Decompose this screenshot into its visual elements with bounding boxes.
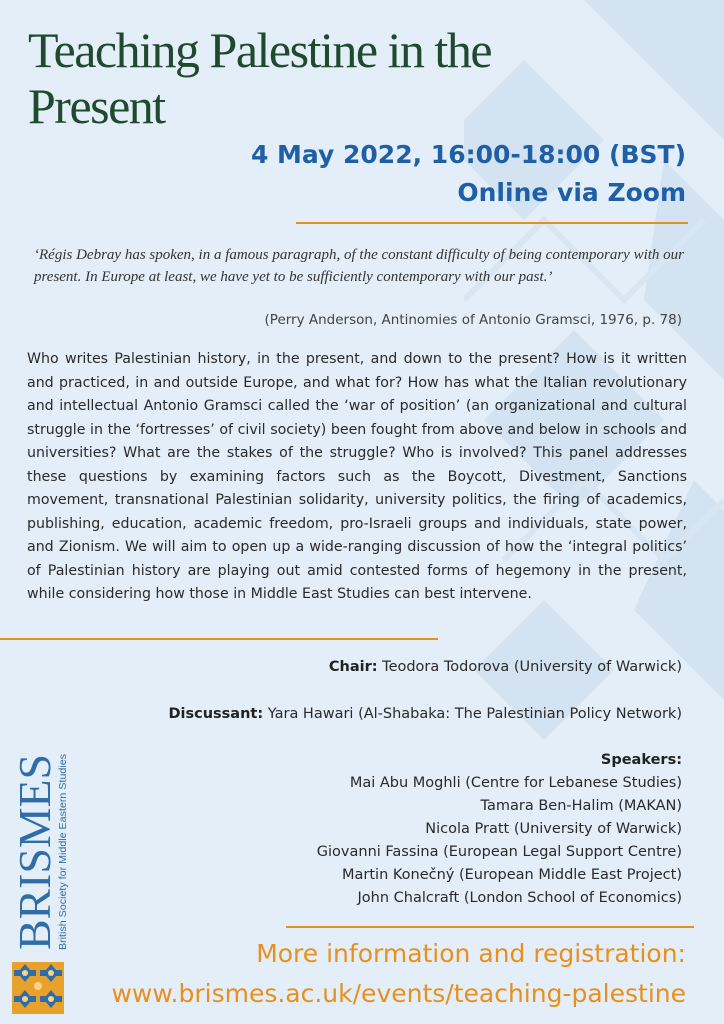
epigraph-quote: ‘Régis Debray has spoken, in a famous paragraph, of the constant difficulty of being contemporary with our present. In Europe at least, we have yet to be sufficiently contemporary with our past.’ [34,247,684,285]
brismes-logo-subtitle-text: British Society for Middle Eastern Studies [57,757,69,950]
discussant-name: Yara Hawari (Al-Shabaka: The Palestinian Policy Network) [267,706,682,722]
event-location: Online via Zoom [457,178,686,207]
speaker-item: Martin Konečný (European Middle East Project) [342,867,682,883]
speakers-label: Speakers: [600,752,682,768]
speaker-item: Giovanni Fassina (European Legal Support Centre) [316,844,682,860]
speaker-item: Nicola Pratt (University of Warwick) [425,821,682,837]
chair-name: Teodora Todorova (University of Warwick) [382,659,682,675]
discussant-label: Discussant: [168,706,264,722]
speakers-section [317,749,682,910]
epigraph-citation: (Perry Anderson, Antinomies of Antonio Gramsci, 1976, p. 78) [264,312,682,328]
brismes-logo-name: BRISMES [9,753,60,950]
chair-line [329,656,682,679]
event-title: Teaching Palestine in the Present [28,22,492,134]
more-info-label: More information and registration: [256,939,686,968]
event-description: Who writes Palestinian history, in the present, and down to the present? How is it written and practiced, in and outside Europe, and what for? How has what the Italian revolutionary and intellectual Antonio Gramsci called the ‘war of position’ (an organizational and cultural struggle in the ‘fortresses’ of civil society) been fought from above and below in schools and universities? What are the stakes of the struggle? Who is involved? This panel addresses these questions by examining factors such as the Boycott, Divestment, Sanctions movement, transnational Palestinian solidarity, university politics, the firing of academics, publishing, education, academic freedom, pro-Israeli groups and individuals, state power, and Zionism. We will aim to open up a wide-ranging discussion of how the ‘integral politics’ of Palestinian history are playing out amid contested forms of hegemony in the present, while considering how those in Middle East Studies can best intervene. [27,351,687,602]
event-date-time: 4 May 2022, 16:00-18:00 (BST) [250,140,686,169]
brismes-logo-subtitle [50,752,72,952]
divider-middle [0,638,438,640]
chair-label: Chair: [328,659,378,675]
speaker-item: John Chalcraft (London School of Economics) [357,890,682,906]
discussant-line [168,703,682,726]
speaker-item: Mai Abu Moghli (Centre for Lebanese Studies) [349,775,682,791]
speaker-item: Tamara Ben-Halim (MAKAN) [480,798,682,814]
registration-info [111,934,686,1014]
divider-bottom [286,926,694,928]
event-details [251,136,686,212]
divider-top [296,222,688,224]
brismes-logo-pattern-icon [12,962,64,1014]
registration-url[interactable]: www.brismes.ac.uk/events/teaching-palestine [111,979,686,1008]
